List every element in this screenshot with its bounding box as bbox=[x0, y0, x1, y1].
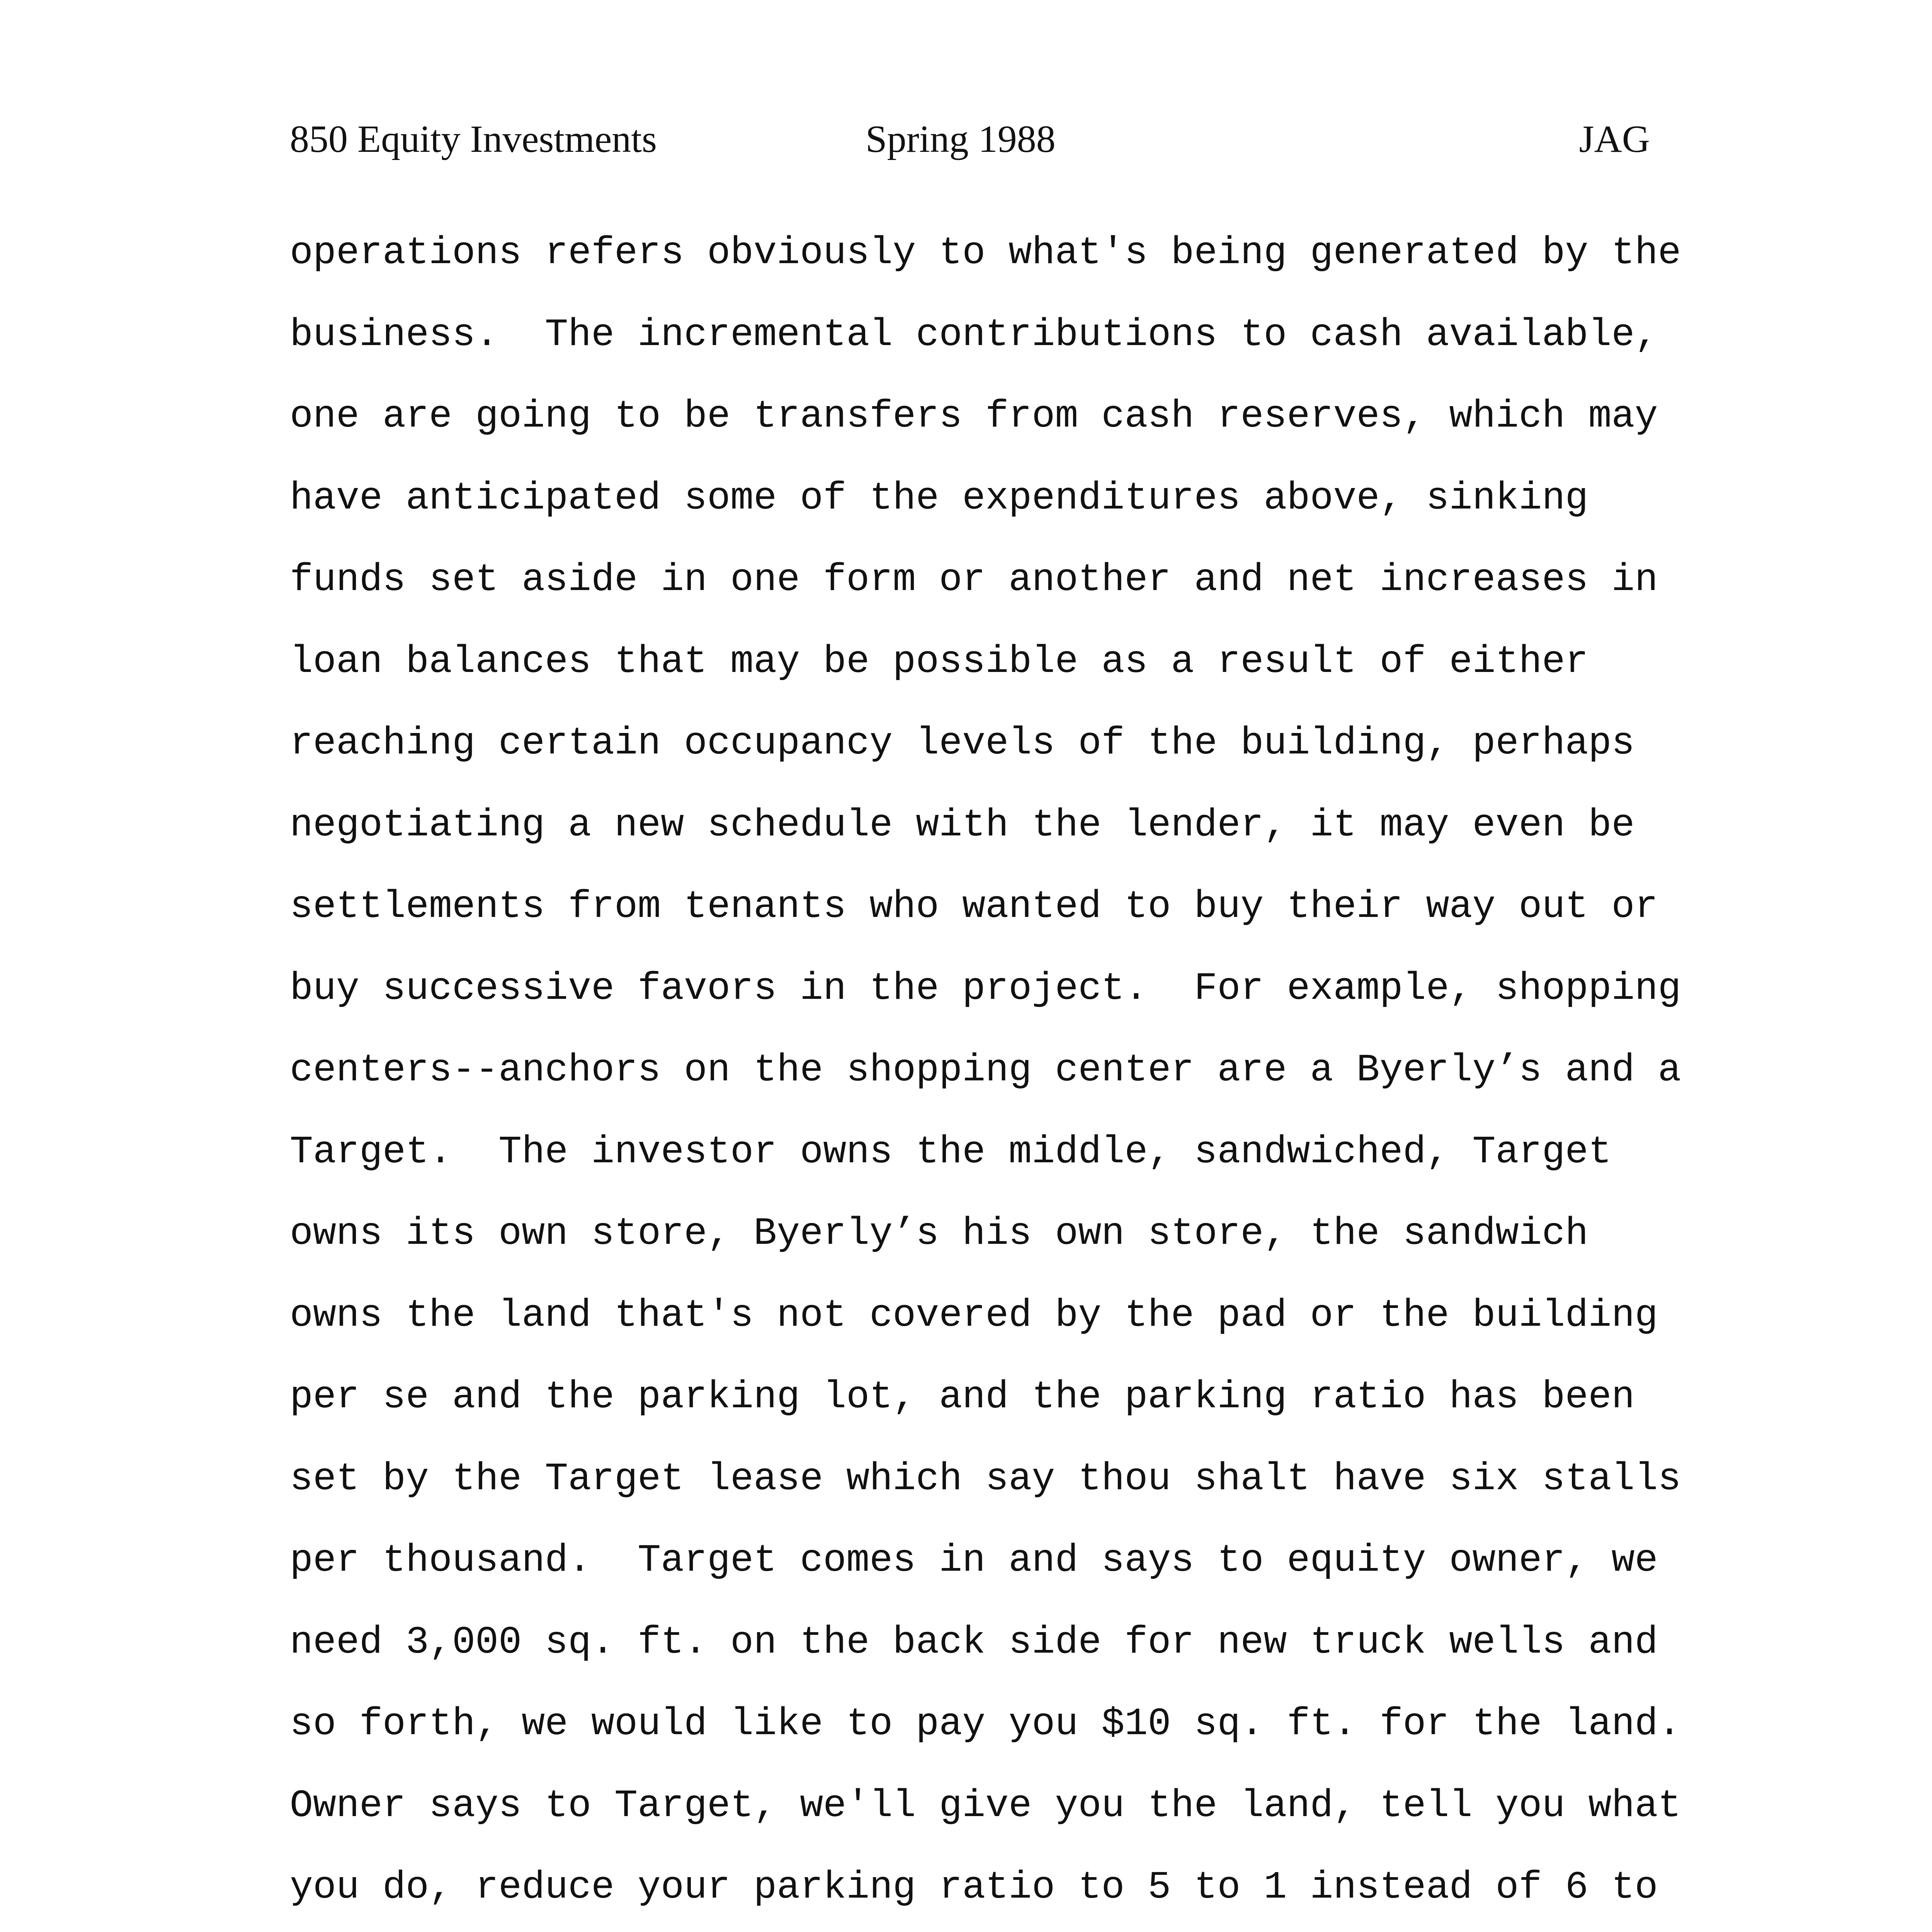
text-line: Owner says to Target, we'll give you the land, tell you what bbox=[290, 1784, 1681, 1828]
text-line: have anticipated some of the expenditures above, sinking bbox=[290, 476, 1588, 520]
text-line: per se and the parking lot, and the parking ratio has been bbox=[290, 1376, 1635, 1419]
text-line: loan balances that may be possible as a result of either bbox=[290, 640, 1588, 684]
text-line: reaching certain occupancy levels of the building, perhaps bbox=[290, 722, 1635, 765]
text-line: one are going to be transfers from cash reserves, which may bbox=[290, 395, 1658, 439]
text-line: funds set aside in one form or another and net increases in bbox=[290, 558, 1658, 602]
text-line: negotiating a new schedule with the lender, it may even be bbox=[290, 803, 1635, 847]
header-term: Spring 1988 bbox=[866, 117, 1056, 160]
text-line bbox=[290, 1929, 1689, 1932]
text-line: centers--anchors on the shopping center are a Byerly’s and a bbox=[290, 1049, 1681, 1092]
text-line: owns the land that's not covered by the pad or the building bbox=[290, 1294, 1658, 1338]
text-line: need 3,000 sq. ft. on the back side for new truck wells and bbox=[290, 1621, 1658, 1665]
text-line: set by the Target lease which say thou shalt have six stalls bbox=[290, 1457, 1681, 1501]
text-line: so forth, we would like to pay you $10 sq. ft. for the land. bbox=[290, 1702, 1681, 1746]
text-line: per thousand. Target comes in and says to equity owner, we bbox=[290, 1539, 1658, 1583]
page-header bbox=[290, 114, 1650, 164]
text-line: owns its own store, Byerly’s his own store, the sandwich bbox=[290, 1212, 1588, 1256]
text-line: settlements from tenants who wanted to buy their way out or bbox=[290, 885, 1658, 929]
text-line: Target. The investor owns the middle, sandwiched, Target bbox=[290, 1130, 1612, 1174]
text-line: business. The incremental contributions to cash available, bbox=[290, 313, 1658, 357]
text-line: you do, reduce your parking ratio to 5 to 1 instead of 6 to bbox=[290, 1866, 1658, 1910]
header-initials: JAG bbox=[1579, 117, 1650, 160]
text-line: buy successive favors in the project. For example, shopping bbox=[290, 967, 1681, 1011]
text-line: operations refers obviously to what's being generated by the bbox=[290, 231, 1681, 275]
transcript-body bbox=[290, 213, 1689, 1932]
header-course-title: 850 Equity Investments bbox=[290, 117, 657, 160]
